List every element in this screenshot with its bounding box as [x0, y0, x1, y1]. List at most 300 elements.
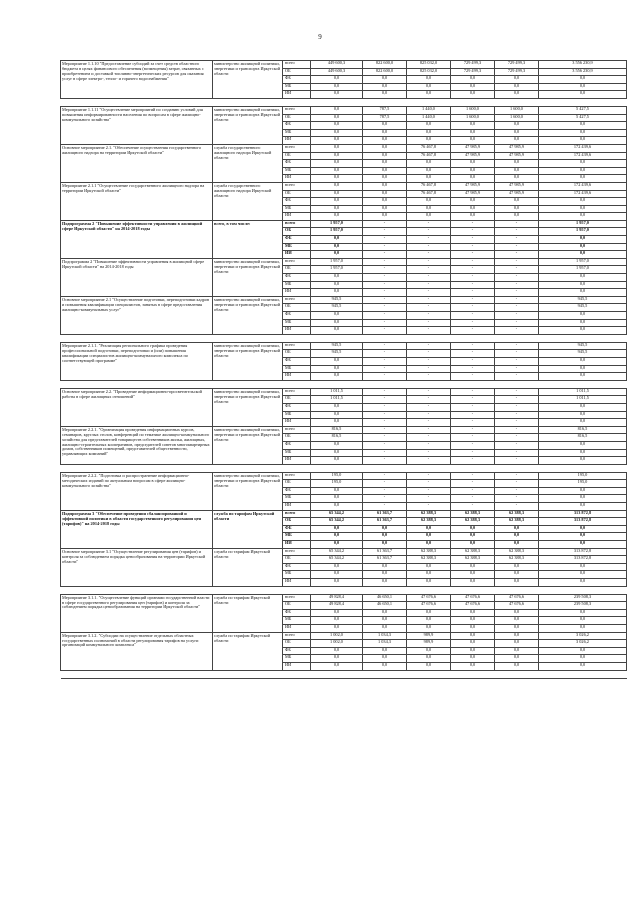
year-value: - — [495, 495, 539, 503]
total-value: 0,0 — [539, 503, 627, 511]
year-value: 0,0 — [311, 205, 363, 213]
year-value: 0,0 — [495, 609, 539, 617]
executor: служба по тарифам Иркутской области — [213, 510, 283, 548]
year-value: - — [495, 434, 539, 442]
total-value: 0,0 — [539, 487, 627, 495]
funding-source: всего — [283, 594, 311, 602]
year-value: - — [407, 228, 451, 236]
year-value: 0,0 — [363, 609, 407, 617]
total-value: 313 872,8 — [539, 518, 627, 526]
year-value: 47 985,9 — [451, 144, 495, 152]
total-value: 816,5 — [539, 434, 627, 442]
year-value: - — [495, 251, 539, 259]
total-value: 0,0 — [539, 274, 627, 282]
year-value: - — [407, 312, 451, 320]
total-value: 0,0 — [539, 533, 627, 541]
funding-source: МБ — [283, 495, 311, 503]
year-value: - — [495, 220, 539, 228]
year-value: 0,0 — [311, 213, 363, 221]
activity-name: Основное мероприятие 2.2. "Проведение информационно-просветительской работы в сфере жилищных отношений" — [61, 388, 213, 426]
table-row — [61, 388, 627, 396]
year-value: - — [495, 396, 539, 404]
year-value: 62 388,3 — [451, 518, 495, 526]
year-value: - — [363, 411, 407, 419]
year-value: 0,0 — [311, 373, 363, 381]
year-value: 49 828,4 — [311, 602, 363, 610]
table-row — [61, 61, 627, 69]
year-value: - — [495, 357, 539, 365]
year-value: 1 600,0 — [451, 114, 495, 122]
executor: служба по тарифам Иркутской области — [213, 594, 283, 632]
year-value: 0,0 — [363, 624, 407, 632]
total-value: 0,0 — [539, 373, 627, 381]
year-value: - — [363, 480, 407, 488]
year-value: - — [407, 220, 451, 228]
year-value: 0,0 — [311, 662, 363, 670]
year-value: - — [495, 327, 539, 335]
executor: служба государственного жилищного надзора Иркутской области — [213, 144, 283, 182]
total-value: 945,5 — [539, 304, 627, 312]
executor: служба государственного жилищного надзора Иркутской области — [213, 182, 283, 220]
funding-source: ИИ — [283, 251, 311, 259]
year-value: 47 676,6 — [495, 594, 539, 602]
year-value: - — [495, 281, 539, 289]
year-value: 0,0 — [363, 144, 407, 152]
year-value: 76 467,8 — [407, 144, 451, 152]
year-value: 822 600,0 — [363, 61, 407, 69]
year-value: - — [495, 472, 539, 480]
year-value: 0,0 — [311, 160, 363, 168]
year-value: 0,0 — [451, 579, 495, 587]
total-value: 172 439,6 — [539, 144, 627, 152]
year-value: - — [495, 403, 539, 411]
year-value: - — [451, 426, 495, 434]
table-row — [61, 472, 627, 480]
year-value: 0,0 — [407, 571, 451, 579]
funding-source: ОБ — [283, 640, 311, 648]
year-value: 0,0 — [363, 129, 407, 137]
year-value: - — [407, 457, 451, 465]
year-value: 0,0 — [495, 525, 539, 533]
year-value: 0,0 — [311, 114, 363, 122]
year-value: - — [451, 258, 495, 266]
funding-source: ОБ — [283, 228, 311, 236]
year-value: - — [495, 342, 539, 350]
funding-source: ИИ — [283, 175, 311, 183]
year-value: 0,0 — [311, 167, 363, 175]
year-value: 0,0 — [451, 160, 495, 168]
year-value: 0,0 — [311, 251, 363, 259]
year-value: 0,0 — [311, 182, 363, 190]
executor: всего, в том числе: — [213, 220, 283, 258]
year-value: - — [363, 327, 407, 335]
activity-name: Мероприятие 2.2.2. "Подготовка и распространение информационно-методических изданий по актуальным вопросам в сфере жилищно-коммунального хозяйства" — [61, 472, 213, 510]
year-value: 0,0 — [407, 647, 451, 655]
activity-name: Подпрограмма 3 "Обеспечение проведения сбалансированной и эффективной политики в области государственного регулирования цен (тарифов)" на 2014-2018 годы — [61, 510, 213, 548]
year-value: - — [451, 411, 495, 419]
funding-source: ФБ — [283, 76, 311, 84]
funding-source: всего — [283, 106, 311, 114]
year-value: 1 034,3 — [363, 632, 407, 640]
year-value: 0,0 — [311, 503, 363, 511]
year-value: - — [407, 350, 451, 358]
year-value: - — [363, 441, 407, 449]
year-value: - — [495, 503, 539, 511]
year-value: - — [451, 457, 495, 465]
year-value: 0,0 — [407, 624, 451, 632]
year-value: 62 388,3 — [451, 510, 495, 518]
funding-source: ФБ — [283, 198, 311, 206]
total-value: 172 439,6 — [539, 182, 627, 190]
funding-source: ОБ — [283, 152, 311, 160]
total-value: 1 957,0 — [539, 220, 627, 228]
year-value: 0,0 — [407, 617, 451, 625]
year-value: 0,0 — [363, 160, 407, 168]
year-value: - — [363, 304, 407, 312]
total-value: 0,0 — [539, 655, 627, 663]
year-value: 0,0 — [495, 160, 539, 168]
year-value: 47 676,6 — [495, 602, 539, 610]
total-value: 0,0 — [539, 281, 627, 289]
year-value: 0,0 — [311, 533, 363, 541]
funding-source: всего — [283, 144, 311, 152]
activity-name: Мероприятие 2.1.1. "Реализация регионального графика проведения профессиональной подготовки, переподготовки и (или) повышения квалификации специалистов жилищно-коммунального комплекса по соответствующей программе" — [61, 342, 213, 380]
total-value: 0,0 — [539, 563, 627, 571]
year-value: - — [451, 281, 495, 289]
year-value: 0,0 — [311, 137, 363, 145]
activity-name: Основное мероприятие 3.1 "Осуществление регулирования цен (тарифов) и контроля за соблюдением порядка ценообразования на территории Иркутской области" — [61, 548, 213, 586]
year-value: - — [495, 365, 539, 373]
year-value: 0,0 — [311, 175, 363, 183]
spacer-row — [61, 98, 627, 106]
year-value: - — [495, 441, 539, 449]
year-value: 945,5 — [311, 296, 363, 304]
funding-source: всего — [283, 296, 311, 304]
funding-source: ИИ — [283, 419, 311, 427]
year-value: - — [363, 472, 407, 480]
year-value: 0,0 — [495, 624, 539, 632]
funding-source: всего — [283, 548, 311, 556]
year-value: - — [407, 289, 451, 297]
year-value: 0,0 — [407, 83, 451, 91]
activity-name: Основное мероприятие 2.1. "Обеспечение осуществления государственного жилищного надзора на территории Иркутской области" — [61, 144, 213, 182]
year-value: - — [363, 388, 407, 396]
funding-source: ОБ — [283, 556, 311, 564]
funding-source: ФБ — [283, 563, 311, 571]
year-value: 0,0 — [311, 327, 363, 335]
year-value: - — [495, 289, 539, 297]
funding-source: ИИ — [283, 91, 311, 99]
funding-source: ФБ — [283, 609, 311, 617]
funding-source: МБ — [283, 571, 311, 579]
year-value: 1 600,0 — [451, 106, 495, 114]
year-value: 0,0 — [495, 640, 539, 648]
total-value: 0,0 — [539, 441, 627, 449]
total-value: 0,0 — [539, 647, 627, 655]
year-value: - — [363, 281, 407, 289]
year-value: 1 440,0 — [407, 114, 451, 122]
year-value: - — [451, 487, 495, 495]
year-value: - — [451, 274, 495, 282]
year-value: 0,0 — [451, 563, 495, 571]
total-value: 0,0 — [539, 76, 627, 84]
year-value: 195,0 — [311, 472, 363, 480]
year-value: 0,0 — [451, 571, 495, 579]
funding-source: МБ — [283, 319, 311, 327]
year-value: 1 600,0 — [495, 114, 539, 122]
year-value: 0,0 — [451, 137, 495, 145]
year-value: - — [451, 236, 495, 244]
year-value: 0,0 — [363, 617, 407, 625]
year-value: 0,0 — [363, 563, 407, 571]
year-value: - — [451, 434, 495, 442]
table-row — [61, 144, 627, 152]
activity-name: Мероприятие 1.1.10 "Предоставление субсидий за счет средств областного бюджета в целях финансового обеспечения (возмещения) затрат, связанных с приобретением и доставкой топливно-энергетических ресурсов для оказания услуг в сфере электро-, тепло- и горячего водоснабжения" — [61, 61, 213, 99]
funding-source: ОБ — [283, 350, 311, 358]
year-value: 787,5 — [363, 114, 407, 122]
year-value: - — [407, 251, 451, 259]
total-value: 313 872,8 — [539, 510, 627, 518]
year-value: 0,0 — [451, 624, 495, 632]
year-value: - — [495, 312, 539, 320]
year-value: 0,0 — [407, 122, 451, 130]
year-value: - — [495, 350, 539, 358]
year-value: 0,0 — [311, 91, 363, 99]
year-value: - — [363, 243, 407, 251]
year-value: 0,0 — [407, 525, 451, 533]
total-value: 0,0 — [539, 411, 627, 419]
funding-source: ИИ — [283, 579, 311, 587]
year-value: 0,0 — [363, 205, 407, 213]
total-value: 172 439,6 — [539, 190, 627, 198]
year-value: 0,0 — [495, 541, 539, 549]
year-value: 1 957,0 — [311, 220, 363, 228]
year-value: - — [451, 365, 495, 373]
year-value: - — [407, 266, 451, 274]
total-value: 0,0 — [539, 609, 627, 617]
year-value: 0,0 — [311, 365, 363, 373]
year-value: 62 388,3 — [495, 510, 539, 518]
executor: министерство жилищной политики, энергетики и транспорта Иркутской области — [213, 61, 283, 99]
year-value: - — [451, 503, 495, 511]
total-value: 0,0 — [539, 122, 627, 130]
spacer-cell — [61, 98, 627, 106]
total-value: 0,0 — [539, 449, 627, 457]
total-value: 0,0 — [539, 137, 627, 145]
year-value: 0,0 — [495, 83, 539, 91]
year-value: 46 650,1 — [363, 594, 407, 602]
table-row — [61, 426, 627, 434]
spacer-cell — [61, 380, 627, 388]
page-number: 9 — [318, 33, 322, 41]
year-value: 0,0 — [495, 213, 539, 221]
year-value: 0,0 — [407, 76, 451, 84]
year-value: - — [451, 350, 495, 358]
year-value: 0,0 — [451, 213, 495, 221]
total-value: 0,0 — [539, 403, 627, 411]
year-value: 0,0 — [311, 647, 363, 655]
year-value: 0,0 — [451, 198, 495, 206]
year-value: 0,0 — [311, 236, 363, 244]
total-value: 0,0 — [539, 236, 627, 244]
total-value: 3 556 230,9 — [539, 61, 627, 69]
year-value: - — [407, 396, 451, 404]
year-value: 945,5 — [311, 342, 363, 350]
year-value: 0,0 — [495, 76, 539, 84]
year-value: 46 650,1 — [363, 602, 407, 610]
total-value: 195,0 — [539, 480, 627, 488]
year-value: - — [407, 388, 451, 396]
year-value: 0,0 — [451, 83, 495, 91]
year-value: 0,0 — [495, 198, 539, 206]
total-value: 1 957,0 — [539, 258, 627, 266]
year-value: 47 676,6 — [451, 602, 495, 610]
year-value: - — [451, 449, 495, 457]
year-value: 0,0 — [495, 655, 539, 663]
year-value: - — [407, 441, 451, 449]
year-value: 729 499,3 — [495, 61, 539, 69]
year-value: 0,0 — [451, 640, 495, 648]
year-value: 989,9 — [407, 640, 451, 648]
year-value: - — [363, 319, 407, 327]
year-value: - — [451, 419, 495, 427]
funding-source: всего — [283, 342, 311, 350]
year-value: - — [407, 503, 451, 511]
year-value: 0,0 — [311, 83, 363, 91]
total-value: 0,0 — [539, 213, 627, 221]
year-value: 0,0 — [363, 122, 407, 130]
year-value: 47 985,9 — [495, 182, 539, 190]
year-value: - — [495, 373, 539, 381]
year-value: 0,0 — [495, 579, 539, 587]
activity-name: Мероприятие 1.1.11 "Осуществление мероприятий по созданию условий для повышения информированности населения по вопросам в сфере жилищно-коммунального хозяйства" — [61, 106, 213, 144]
year-value: 0,0 — [407, 205, 451, 213]
year-value: - — [451, 403, 495, 411]
funding-source: всего — [283, 632, 311, 640]
funding-source: ИИ — [283, 137, 311, 145]
year-value: 0,0 — [363, 182, 407, 190]
year-value: - — [407, 426, 451, 434]
year-value: 0,0 — [451, 617, 495, 625]
year-value: - — [363, 373, 407, 381]
funding-source: ОБ — [283, 602, 311, 610]
funding-source: ФБ — [283, 647, 311, 655]
year-value: 0,0 — [451, 91, 495, 99]
year-value: 47 985,9 — [451, 182, 495, 190]
year-value: 62 388,3 — [407, 556, 451, 564]
total-value: 5 427,5 — [539, 106, 627, 114]
year-value: - — [451, 441, 495, 449]
year-value: 0,0 — [451, 662, 495, 670]
year-value: - — [407, 480, 451, 488]
year-value: 0,0 — [311, 617, 363, 625]
year-value: 0,0 — [311, 419, 363, 427]
total-value: 1 011,5 — [539, 388, 627, 396]
funding-source: ОБ — [283, 266, 311, 274]
funding-source: ИИ — [283, 289, 311, 297]
year-value: 0,0 — [311, 495, 363, 503]
year-value: - — [495, 266, 539, 274]
year-value: 47 985,9 — [495, 152, 539, 160]
total-value: 3 556 230,9 — [539, 68, 627, 76]
year-value: 0,0 — [451, 647, 495, 655]
year-value: 61 363,7 — [363, 548, 407, 556]
year-value: 0,0 — [363, 137, 407, 145]
year-value: - — [407, 411, 451, 419]
total-value: 0,0 — [539, 617, 627, 625]
year-value: 0,0 — [451, 541, 495, 549]
spacer-cell — [61, 334, 627, 342]
funding-source: ФБ — [283, 312, 311, 320]
year-value: 0,0 — [363, 655, 407, 663]
funding-source: ФБ — [283, 236, 311, 244]
total-value: 0,0 — [539, 312, 627, 320]
year-value: 945,5 — [311, 350, 363, 358]
funding-source: ИИ — [283, 213, 311, 221]
year-value: 1 600,0 — [495, 106, 539, 114]
executor: министерство жилищной политики, энергетики и транспорта Иркутской области — [213, 296, 283, 334]
year-value: 0,0 — [311, 190, 363, 198]
year-value: 449 600,3 — [311, 61, 363, 69]
year-value: 0,0 — [311, 655, 363, 663]
spacer-row — [61, 380, 627, 388]
total-value: 3 026,2 — [539, 632, 627, 640]
year-value: - — [451, 319, 495, 327]
funding-source: ИИ — [283, 662, 311, 670]
year-value: 0,0 — [363, 647, 407, 655]
year-value: 0,0 — [363, 76, 407, 84]
total-value: 0,0 — [539, 91, 627, 99]
year-value: 0,0 — [363, 213, 407, 221]
spacer-row — [61, 334, 627, 342]
spacer-cell — [61, 464, 627, 472]
year-value: 0,0 — [495, 533, 539, 541]
total-value: 0,0 — [539, 160, 627, 168]
table-row — [61, 342, 627, 350]
year-value: - — [495, 426, 539, 434]
year-value: - — [451, 472, 495, 480]
year-value: 0,0 — [495, 91, 539, 99]
year-value: - — [495, 304, 539, 312]
year-value: 1 034,3 — [363, 640, 407, 648]
year-value: 0,0 — [363, 167, 407, 175]
year-value: 0,0 — [311, 152, 363, 160]
year-value: 0,0 — [311, 243, 363, 251]
year-value: - — [495, 228, 539, 236]
year-value: - — [363, 426, 407, 434]
year-value: 0,0 — [363, 579, 407, 587]
activity-name: Мероприятие 3.1.1. "Осуществление функций органами государственной власти в сфере государственного регулирования цен (тарифов) и контроля за соблюдением порядка ценообразования на территории Иркутской области" — [61, 594, 213, 632]
year-value: 0,0 — [495, 137, 539, 145]
funding-source: ФБ — [283, 160, 311, 168]
total-value: 3 026,2 — [539, 640, 627, 648]
year-value: 816,5 — [311, 434, 363, 442]
year-value: - — [363, 350, 407, 358]
table-row — [61, 182, 627, 190]
year-value: - — [363, 274, 407, 282]
year-value: - — [363, 220, 407, 228]
year-value: 729 499,3 — [451, 68, 495, 76]
spacer-row — [61, 670, 627, 678]
total-value: 945,5 — [539, 342, 627, 350]
year-value: 0,0 — [311, 106, 363, 114]
total-value: 945,5 — [539, 350, 627, 358]
year-value: 0,0 — [407, 167, 451, 175]
total-value: 0,0 — [539, 624, 627, 632]
year-value: 47 985,9 — [451, 190, 495, 198]
year-value: - — [451, 266, 495, 274]
year-value: 1 440,0 — [407, 106, 451, 114]
